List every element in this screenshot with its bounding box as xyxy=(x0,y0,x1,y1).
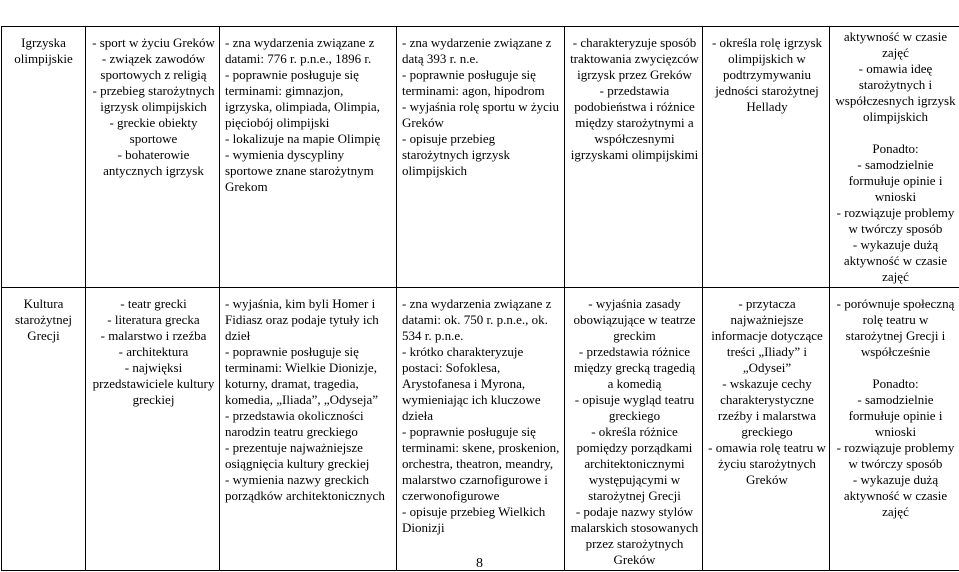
content-cell: - sport w życiu Greków - związek zawodów sportowych z religią - przebieg starożytnych igrzysk olimpijskich - greckie obiekty sportowe - bohaterowie antycznych igrzysk xyxy=(86,27,220,288)
requirements-cell: - charakteryzuje sposób traktowania zwycięzców igrzysk przez Greków - przedstawia podobieństwa i różnice między starożytnymi a współczesnymi igrzyskami olimpijskimi xyxy=(565,27,703,288)
requirements-cell: - zna wydarzenia związane z datami: ok. 750 r. p.n.e., ok. 534 r. p.n.e. - krótko charakteryzuje postaci: Sofoklesa, Arystofanesa i Myrona, wymieniając ich kluczowe dzieła - poprawnie posługuje się terminami: skene, proskenion, orchestra, theatron, meandry, malarstwo czarnofigurowe i czerwonofigurowe - opisuje przebieg Wielkich Dionizji xyxy=(397,288,565,571)
table-row xyxy=(2,288,959,571)
requirements-cell: - porównuje społeczną rolę teatru w starożytnej Grecji i współcześnie Ponadto: - samodzielnie formułuje opinie i wnioski - rozwiązuje problemy w twórczy sposób - wykazuje dużą aktywność w czasie zajęć xyxy=(830,288,959,571)
requirements-cell: - wyjaśnia zasady obowiązujące w teatrze greckim - przedstawia różnice między grecką tragedią a komedią - opisuje wygląd teatru greckiego - określa różnice pomiędzy porządkami architektonicznymi występującymi w starożytnej Grecji - podaje nazwy stylów malarskich stosowanych przez starożytnych Greków xyxy=(565,288,703,571)
content-cell: - teatr grecki - literatura grecka - malarstwo i rzeźba - architektura - najwięksi przedstawiciele kultury greckiej xyxy=(86,288,220,571)
requirements-cell: aktywność w czasie zajęć - omawia ideę starożytnych i współczesnych igrzysk olimpijskich Ponadto: - samodzielnie formułuje opinie i wnioski - rozwiązuje problemy w twórczy sposób - wykazuje dużą aktywność w czasie zajęć xyxy=(830,27,959,288)
curriculum-table xyxy=(1,26,959,571)
requirements-cell: - przytacza najważniejsze informacje dotyczące treści „Iliady” i „Odysei” - wskazuje cechy charakterystyczne rzeźby i malarstwa greckiego - omawia rolę teatru w życiu starożytnych Greków xyxy=(703,288,830,571)
requirements-cell: - zna wydarzenie związane z datą 393 r. n.e. - poprawnie posługuje się terminami: agon, hipodrom - wyjaśnia rolę sportu w życiu Greków - opisuje przebieg starożytnych igrzysk olimpijskich xyxy=(397,27,565,288)
page-number: 8 xyxy=(0,556,959,572)
requirements-cell: - określa rolę igrzysk olimpijskich w podtrzymywaniu jedności starożytnej Hellady xyxy=(703,27,830,288)
requirements-cell: - wyjaśnia, kim byli Homer i Fidiasz oraz podaje tytuły ich dzieł - poprawnie posługuje się terminami: Wielkie Dionizje, koturny, dramat, tragedia, komedia, „Iliada”, „Odyseja” - przedstawia okoliczności narodzin teatru greckiego - prezentuje najważniejsze osiągnięcia kultury greckiej - wymienia nazwy greckich porządków architektonicznych xyxy=(220,288,397,571)
table-row xyxy=(2,27,959,288)
requirements-cell: - zna wydarzenia związane z datami: 776 r. p.n.e., 1896 r. - poprawnie posługuje się terminami: gimnazjon, igrzyska, olimpiada, Olimpia, pięciobój olimpijski - lokalizuje na mapie Olimpię - wymienia dyscypliny sportowe znane starożytnym Grekom xyxy=(220,27,397,288)
topic-cell: Kultura starożytnej Grecji xyxy=(2,288,86,571)
topic-cell: Igrzyska olimpijskie xyxy=(2,27,86,288)
